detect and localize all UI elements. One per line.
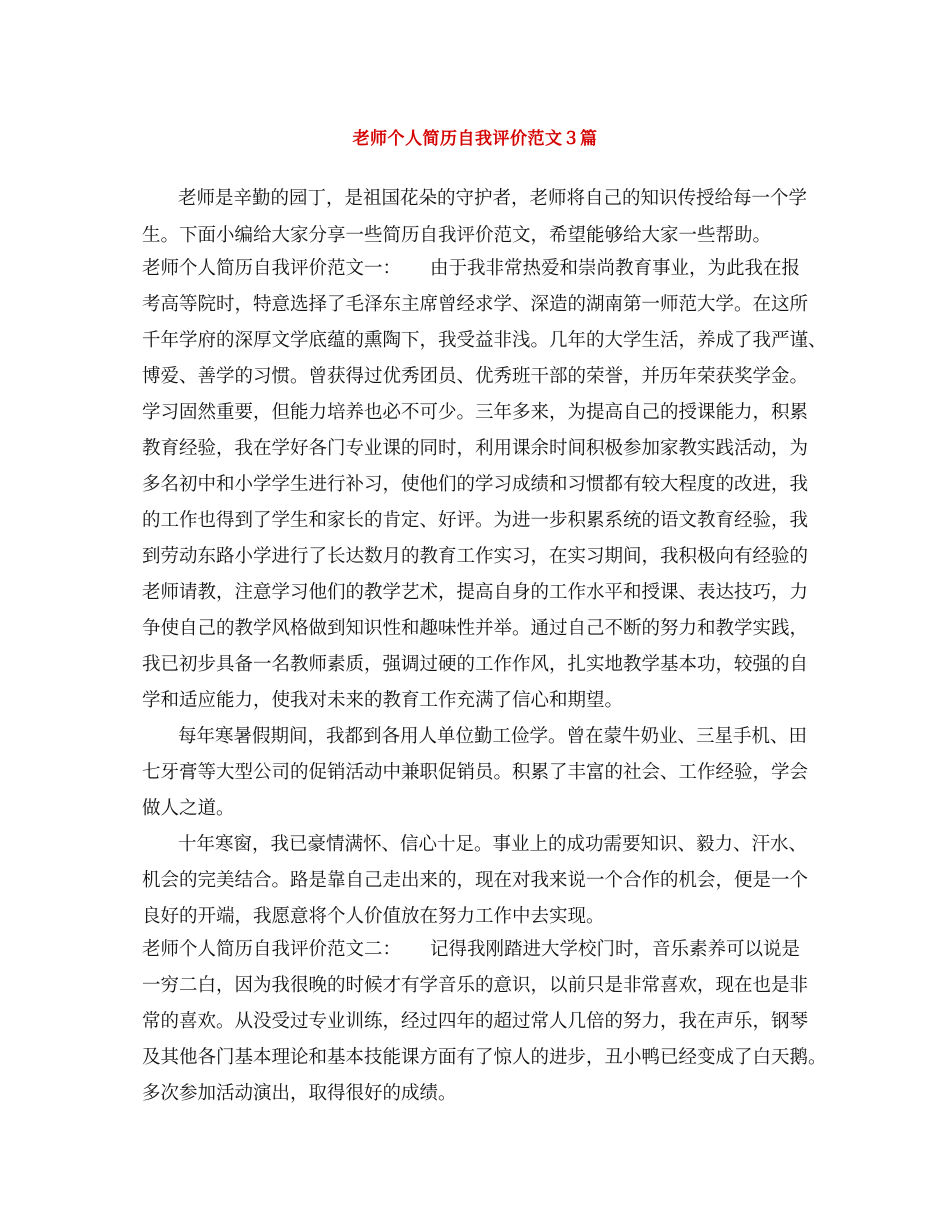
paragraph-line: 一穷二白，因为我很晚的时候才有学音乐的意识，以前只是非常喜欢，现在也是非	[142, 975, 809, 996]
paragraph-line: 做人之道。	[142, 798, 235, 819]
paragraph-text: 由于我非常热爱和崇尚教育事业，为此我在报	[430, 258, 801, 279]
paragraph-line	[142, 935, 822, 965]
paragraph-line: 考高等院时，特意选择了毛泽东主席曾经求学、深造的湖南第一师范大学。在这所	[142, 294, 809, 315]
paragraph-line: 常的喜欢。从没受过专业训练，经过四年的超过常人几倍的努力，我在声乐，钢琴	[142, 1011, 809, 1032]
paragraph-line: 每年寒暑假期间，我都到各用人单位勤工俭学。曾在蒙牛奶业、三星手机、田	[178, 726, 808, 747]
document-title: 老师个人简历自我评价范文３篇	[352, 129, 598, 149]
paragraph-line: 的工作也得到了学生和家长的肯定、好评。为进一步积累系统的语文教育经验，我	[142, 510, 809, 531]
section-label: 老师个人简历自我评价范文二：	[142, 939, 402, 960]
paragraph-line: 多名初中和小学学生进行补习，使他们的学习成绩和习惯都有较大程度的改进，我	[142, 474, 809, 495]
paragraph-line: 我已初步具备一名教师素质，强调过硬的工作作风，扎实地教学基本功，较强的自	[142, 654, 809, 675]
paragraph-line: 多次参加活动演出，取得很好的成绩。	[142, 1083, 457, 1104]
paragraph-line: 千年学府的深厚文学底蕴的熏陶下，我受益非浅。几年的大学生活，养成了我严谨、	[142, 330, 827, 351]
paragraph-line: 教育经验，我在学好各门专业课的同时，利用课余时间积极参加家教实践活动，为	[142, 438, 809, 459]
section-label: 老师个人简历自我评价范文一：	[142, 258, 402, 279]
paragraph-line: 及其他各门基本理论和基本技能课方面有了惊人的进步，丑小鸭已经变成了白天鹅。	[142, 1047, 827, 1068]
paragraph-line: 十年寒窗，我已豪情满怀、信心十足。事业上的成功需要知识、毅力、汗水、	[178, 834, 808, 855]
paragraph-line: 老师是辛勤的园丁，是祖国花朵的守护者，老师将自己的知识传授给每一个学	[178, 188, 808, 209]
paragraph-line: 博爱、善学的习惯。曾获得过优秀团员、优秀班干部的荣誉，并历年荣获奖学金。	[142, 366, 809, 387]
paragraph-line: 学习固然重要，但能力培养也必不可少。三年多来，为提高自己的授课能力，积累	[142, 402, 809, 423]
paragraph-line: 七牙膏等大型公司的促销活动中兼职促销员。积累了丰富的社会、工作经验，学会	[142, 762, 809, 783]
paragraph-line: 学和适应能力，使我对未来的教育工作充满了信心和期望。	[142, 690, 624, 711]
paragraph-line	[142, 254, 822, 284]
paragraph-line: 争使自己的教学风格做到知识性和趣味性并举。通过自己不断的努力和教学实践，	[142, 618, 809, 639]
paragraph-line: 良好的开端，我愿意将个人价值放在努力工作中去实现。	[142, 906, 605, 927]
paragraph-line: 生。下面小编给大家分享一些简历自我评价范文，希望能够给大家一些帮助。	[142, 225, 772, 246]
paragraph-line: 机会的完美结合。路是靠自己走出来的，现在对我来说一个合作的机会，便是一个	[142, 870, 809, 891]
paragraph-text: 记得我刚踏进大学校门时，音乐素养可以说是	[430, 939, 801, 960]
paragraph-line: 到劳动东路小学进行了长达数月的教育工作实习，在实习期间，我积极向有经验的	[142, 546, 809, 567]
paragraph-line: 老师请教，注意学习他们的教学艺术，提高自身的工作水平和授课、表达技巧，力	[142, 582, 809, 603]
